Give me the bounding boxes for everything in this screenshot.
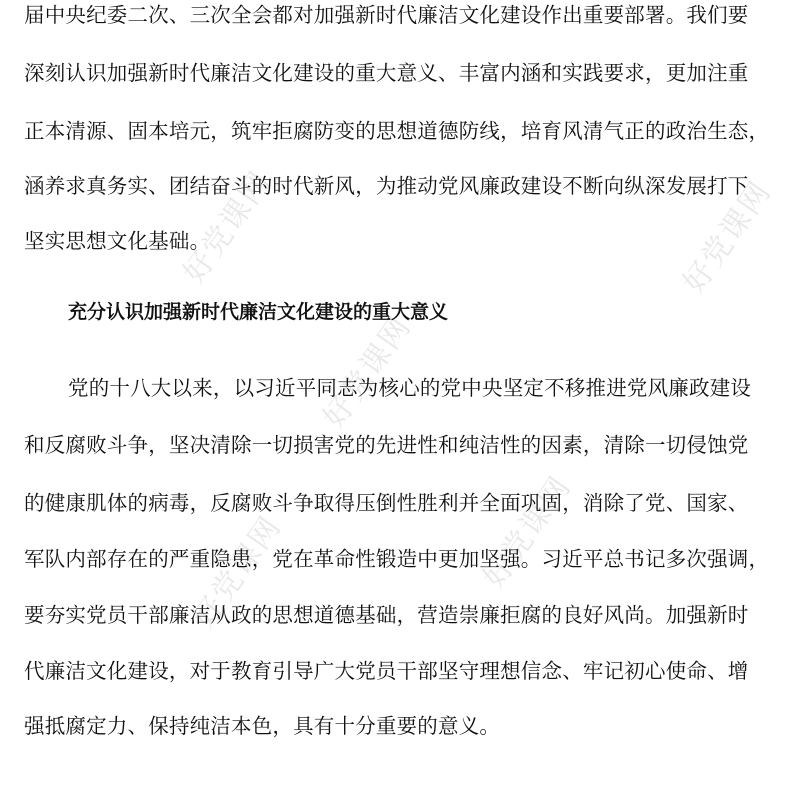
text-line: 和反腐败斗争，坚决清除一切损害党的先进性和纯洁性的因素，清除一切侵蚀党 [24,433,749,457]
text-line: 涵养求真务实、团结奋斗的时代新风，为推动党风廉政建设不断向纵深发展打下 [24,174,749,198]
watermark: 好党课网 [676,174,779,300]
watermark: 好党课网 [316,309,419,435]
text-line: 的健康肌体的病毒，反腐败斗争取得压倒性胜利并全面巩固，消除了党、国家、 [24,491,749,515]
text-line: 党的十八大以来，以习近平同志为核心的党中央坚定不移推进党风廉政建设 [68,376,752,400]
text-line: 军队内部存在的严重隐患，党在革命性锻造中更加坚强。习近平总书记多次强调， [24,547,770,571]
text-line: 坚实思想文化基础。 [24,229,211,253]
watermark: 好党课网 [186,509,289,635]
text-line: 深刻认识加强新时代廉洁文化建设的重大意义、丰富内涵和实践要求，更加注重 [24,61,749,85]
text-line: 强抵腐定力、保持纯洁本色，具有十分重要的意义。 [24,714,501,738]
text-line: 届中央纪委二次、三次全会都对加强新时代廉洁文化建设作出重要部署。我们要 [24,3,749,27]
section-heading: 充分认识加强新时代廉洁文化建设的重大意义 [68,301,449,323]
text-line: 要夯实党员干部廉洁从政的思想道德基础，营造崇廉拒腐的良好风尚。加强新时 [24,603,749,627]
text-line: 代廉洁文化建设，对于教育引导广大党员干部坚守理想信念、牢记初心使命、增 [24,659,749,683]
watermark: 好党课网 [476,469,579,595]
text-line: 正本清源、固本培元，筑牢拒腐防变的思想道德防线，培育风清气正的政治生态， [24,119,770,143]
watermark: 好党课网 [176,164,279,290]
